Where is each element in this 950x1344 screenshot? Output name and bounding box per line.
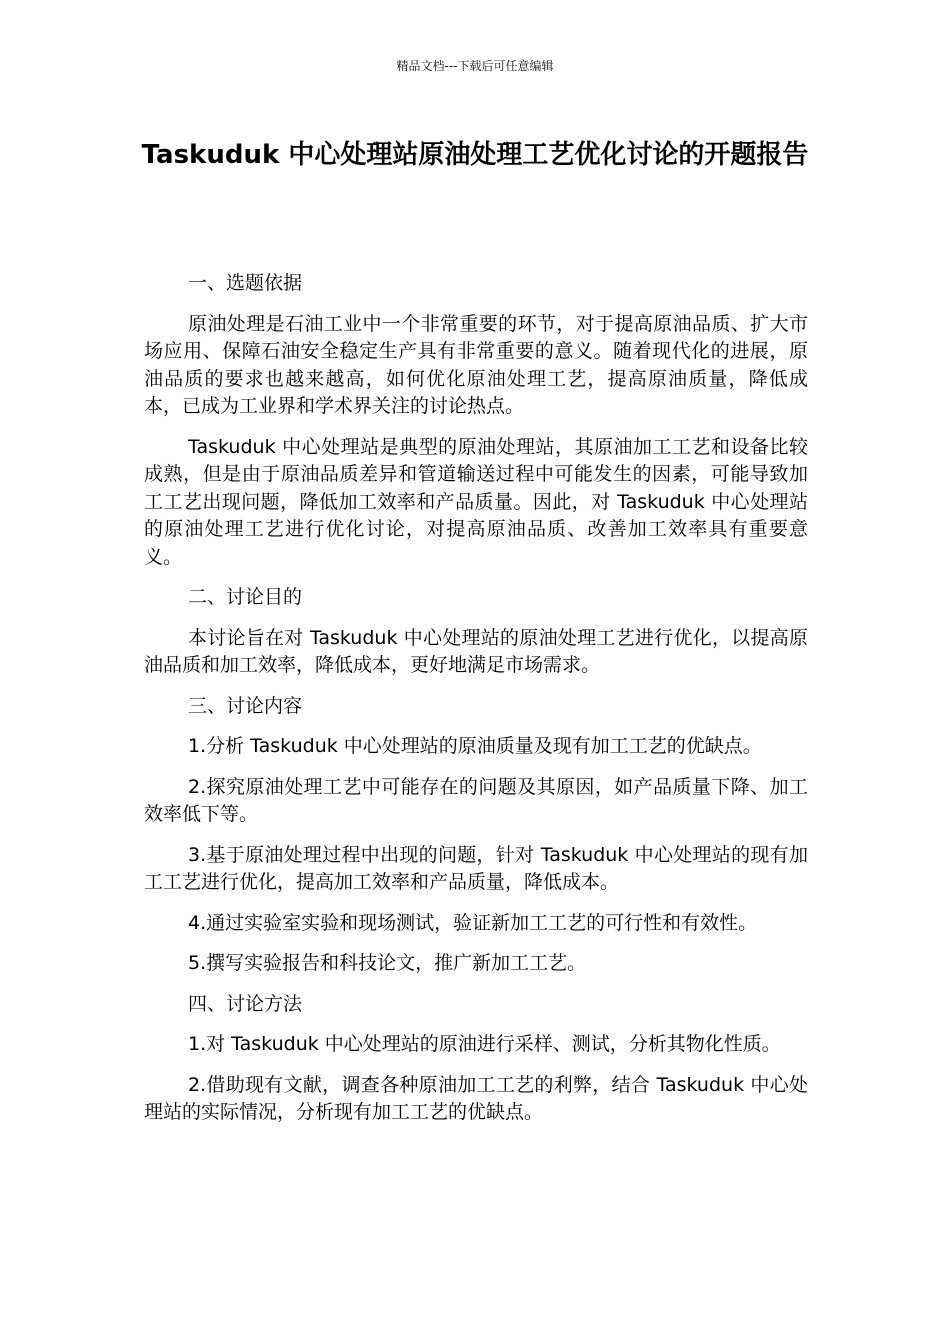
list-item: 2.借助现有文献，调查各种原油加工工艺的利弊，结合 Taskuduk 中心处理站的实际情况，分析现有加工工艺的优缺点。: [144, 1073, 808, 1123]
section-heading-purpose: 二、讨论目的: [188, 586, 303, 608]
document-body: [144, 270, 808, 1140]
section-heading-content: 三、讨论内容: [188, 694, 303, 717]
section-heading-basis: 一、选题依据: [188, 272, 303, 294]
paragraph: Taskuduk 中心处理站是典型的原油处理站，其原油加工工艺和设备比较成熟，但是由于原油品质差异和管道输送过程中可能发生的因素，可能导致加工工艺出现问题，降低加工效率和产品质量。因此，对 Taskuduk 中心处理站的原油处理工艺进行优化讨论，对提高原油品质、改善加工效率具有重要意义。: [144, 435, 808, 568]
document-title: Taskuduk 中心处理站原油处理工艺优化讨论的开题报告: [141, 140, 809, 170]
list-item: 3.基于原油处理过程中出现的问题，针对 Taskuduk 中心处理站的现有加工工艺进行优化，提高加工效率和产品质量，降低成本。: [144, 843, 808, 893]
page-header: 精品文档---下载后可任意编辑: [396, 59, 554, 73]
section-heading-methods: 四、讨论方法: [188, 992, 303, 1015]
list-item: 4.通过实验室实验和现场测试，验证新加工工艺的可行性和有效性。: [188, 911, 758, 934]
list-item: 2.探究原油处理工艺中可能存在的问题及其原因，如产品质量下降、加工效率低下等。: [144, 775, 808, 825]
paragraph: 原油处理是石油工业中一个非常重要的环节，对于提高原油品质、扩大市场应用、保障石油安全稳定生产具有非常重要的意义。随着现代化的进展，原油品质的要求也越来越高，如何优化原油处理工艺，提高原油质量，降低成本，已成为工业界和学术界关注的讨论热点。: [144, 312, 808, 417]
list-item: 1.分析 Taskuduk 中心处理站的原油质量及现有加工工艺的优缺点。: [188, 735, 762, 757]
list-item: 5.撰写实验报告和科技论文，推广新加工工艺。: [188, 952, 587, 974]
paragraph: 本讨论旨在对 Taskuduk 中心处理站的原油处理工艺进行优化，以提高原油品质和加工效率，降低成本，更好地满足市场需求。: [144, 626, 808, 676]
list-item: 1.对 Taskuduk 中心处理站的原油进行采样、测试，分析其物化性质。: [188, 1033, 781, 1055]
